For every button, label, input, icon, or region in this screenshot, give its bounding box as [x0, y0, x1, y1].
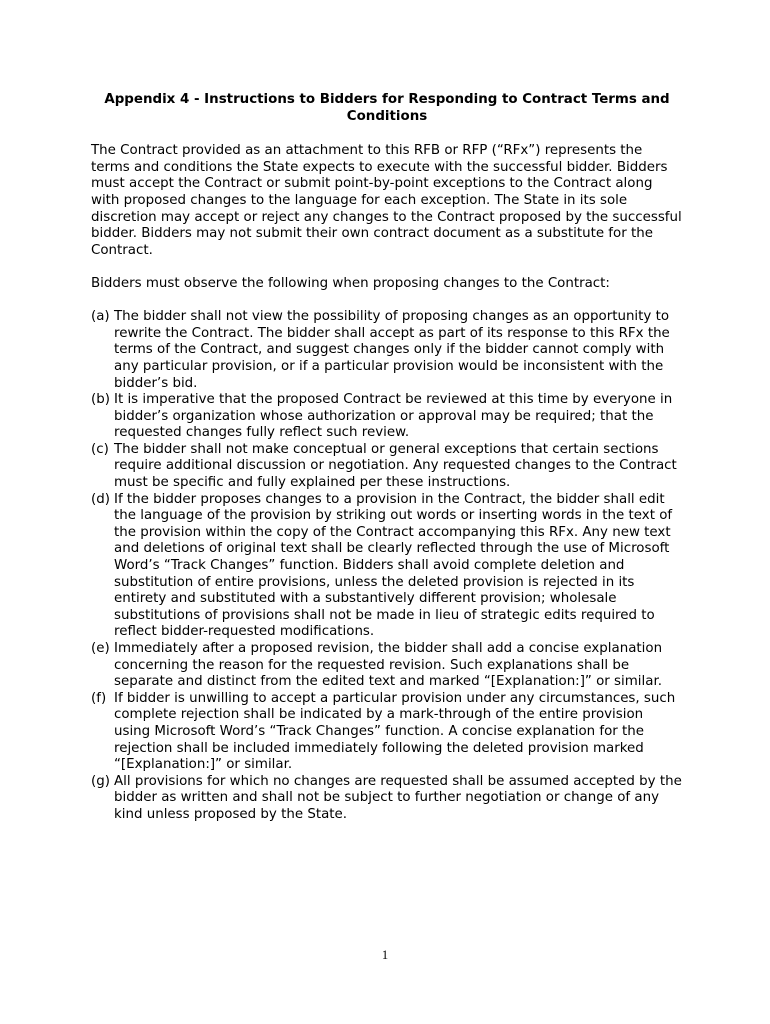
list-item-marker: (b): [91, 392, 110, 408]
list-item-text: The bidder shall not view the possibility of proposing changes as an opportunity to rewrite the Contract. The bidder shall accept as part of its response to this RFx the terms of the Contract, and suggest changes only if the bidder cannot comply with any particular provision, or if a particular provision would be inconsistent with the bidder’s bid.: [114, 309, 670, 391]
list-item: [91, 392, 683, 442]
list-item-text: It is imperative that the proposed Contract be reviewed at this time by everyone in bidder’s organization whose authorization or approval may be required; that the requested changes fully reflect such review.: [114, 392, 673, 441]
list-item: [91, 641, 683, 691]
list-item-marker: (d): [91, 491, 110, 507]
list-item: [91, 309, 683, 392]
list-item: [91, 492, 683, 641]
list-item-marker: (a): [91, 309, 110, 325]
list-item: [91, 442, 683, 492]
list-item-marker: (f): [91, 690, 107, 706]
list-item-text: If the bidder proposes changes to a provision in the Contract, the bidder shall edit the language of the provision by striking out words or inserting words in the text of the provision within the copy of the Contract accompanying this RFx. Any new text and deletions of original text shall be clearly reflected through the use of Microsoft Word’s “Track Changes” function. Bidders shall avoid complete deletion and substitution of entire provisions, unless the deleted provision is rejected in its entirety and substituted with a substantively different provision; wholesale substitutions of provisions shall not be made in lieu of strategic edits required to reflect bidder-requested modifications.: [114, 491, 673, 640]
list-item-marker: (e): [91, 641, 110, 656]
list-item: [91, 691, 683, 774]
document-title: Appendix 4 - Instructions to Bidders for Responding to Contract Terms and Conditions: [104, 92, 670, 124]
requirements-list: [91, 309, 683, 823]
document-body: [91, 92, 683, 824]
list-item-text: All provisions for which no changes are requested shall be assumed accepted by the bidder as written and shall not be subject to further negotiation or change of any kind unless proposed by the State.: [114, 773, 682, 822]
list-item: [91, 774, 683, 824]
list-item-marker: (g): [91, 773, 110, 789]
list-item-text: If bidder is unwilling to accept a particular provision under any circumstances, such complete rejection shall be indicated by a mark-through of the entire provision using Microsoft Word’s “Track Changes” function. A concise explanation for the rejection shall be included immediately following the deleted provision marked “[Explanation:]” or similar.: [114, 690, 676, 773]
list-item-marker: (c): [91, 441, 109, 457]
page-number: 1: [381, 948, 389, 962]
list-item-text: The bidder shall not make conceptual or general exceptions that certain sections require additional discussion or negotiation. Any requested changes to the Contract must be specific and fully explained per these instructions.: [114, 441, 677, 491]
intro-paragraph: The Contract provided as an attachment to this RFB or RFP (“RFx”) represents the terms and conditions the State expects to execute with the successful bidder. Bidders must accept the Contract or submit point-by-point exceptions to the Contract along with proposed changes to the language for each exception. The State in its sole discretion may accept or reject any changes to the Contract proposed by the successful bidder. Bidders may not submit their own contract document as a substitute for the Contract.: [91, 143, 682, 258]
list-item-text: Immediately after a proposed revision, the bidder shall add a concise explanation concerning the reason for the requested revision. Such explanations shall be separate and distinct from the edited text and marked “[Explanation:]” or similar.: [114, 641, 663, 690]
lead-paragraph: Bidders must observe the following when proposing changes to the Contract:: [91, 275, 610, 291]
